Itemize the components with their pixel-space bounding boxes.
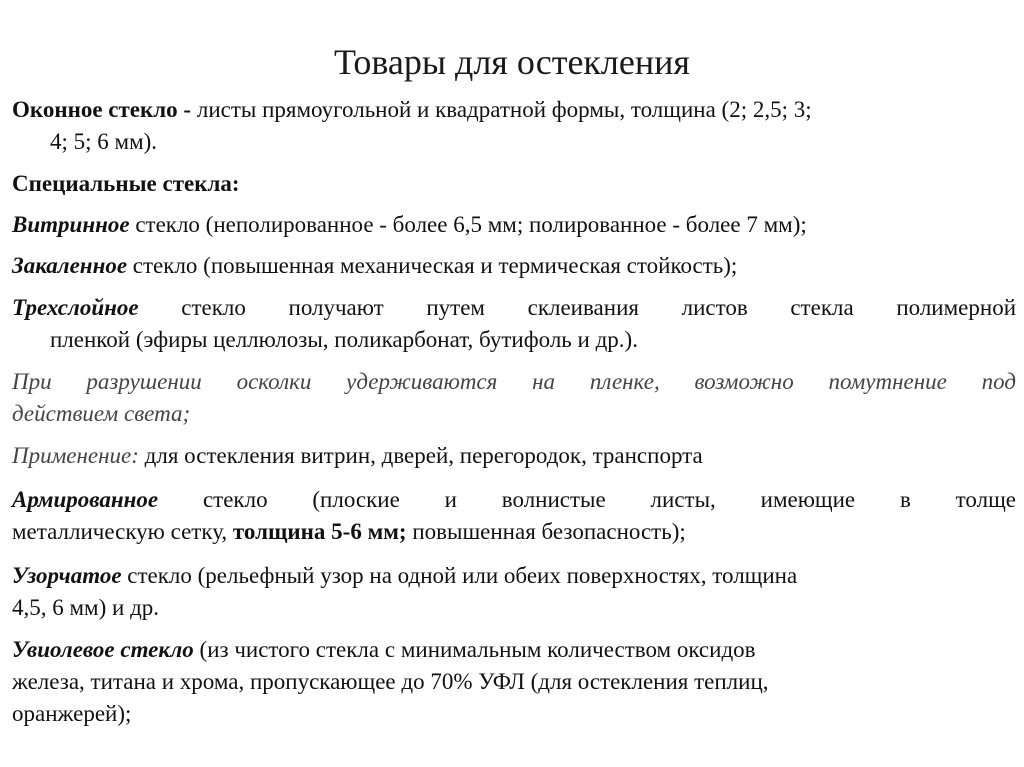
term-showcase-glass: Витринное xyxy=(12,212,130,237)
paragraph-triplex-glass xyxy=(12,292,1016,356)
paragraph-line xyxy=(12,484,1016,516)
paragraph-tempered-glass xyxy=(12,250,1016,282)
paragraph-text: (из чистого стекла с минимальным количеством оксидов xyxy=(193,637,756,662)
paragraph-text: 4; 5; 6 мм). xyxy=(50,129,158,154)
paragraph-line xyxy=(12,634,1016,666)
thickness-highlight: толщина 5-6 мм; xyxy=(232,519,407,544)
paragraph-text: повышенная безопасность); xyxy=(406,519,686,544)
term-patterned-glass: Узорчатое xyxy=(12,563,122,588)
paragraph-window-glass xyxy=(12,94,1016,158)
term-triplex-glass: Трехслойное xyxy=(12,295,139,320)
paragraph-line xyxy=(12,698,1016,730)
paragraph-line xyxy=(12,560,1016,592)
term-reinforced-glass: Армированное xyxy=(12,487,159,512)
paragraph-line xyxy=(12,126,1016,158)
paragraph-text: стекло (плоские и волнистые листы, имеющие в толще xyxy=(158,487,1016,512)
paragraph-line xyxy=(12,292,1016,324)
paragraph-showcase-glass xyxy=(12,209,1016,241)
term-tempered-glass: Закаленное xyxy=(12,253,128,278)
paragraph-text: стекло (неполированное - более 6,5 мм; полированное - более 7 мм); xyxy=(129,212,807,237)
paragraph-line: действием света; xyxy=(12,401,191,426)
application-label: Применение: xyxy=(12,443,139,468)
paragraph-fragments-note xyxy=(12,366,1016,430)
paragraph-line xyxy=(12,516,1016,548)
paragraph-uviol-glass xyxy=(12,634,1016,730)
paragraph-text: пленкой (эфиры целлюлозы, поликарбонат, бутифоль и др.). xyxy=(50,327,638,352)
paragraph-text: 4,5, 6 мм) и др. xyxy=(12,595,160,620)
paragraph-text: оранжерей); xyxy=(12,701,132,726)
paragraph-text: стекло (рельефный узор на одной или обеих поверхностях, толщина xyxy=(121,563,798,588)
paragraph-line xyxy=(12,666,1016,698)
paragraph-text: металлическую сетку, xyxy=(12,519,233,544)
paragraph-patterned-glass xyxy=(12,560,1016,624)
paragraph-text: для остекления витрин, дверей, перегородок, транспорта xyxy=(138,443,703,468)
paragraph-text: листы прямоугольной и квадратной формы, толщина (2; 2,5; 3; xyxy=(191,97,812,122)
paragraph-text: железа, титана и хрома, пропускающее до 70% УФЛ (для остекления теплиц, xyxy=(12,669,769,694)
paragraph-reinforced-glass xyxy=(12,484,1016,548)
paragraph-text: стекло получают путем склеивания листов стекла полимерной xyxy=(138,295,1016,320)
page-title: Товары для остекления xyxy=(334,42,690,82)
paragraph-line xyxy=(12,94,1016,126)
paragraph-line xyxy=(12,592,1016,624)
paragraph-text: стекло (повышенная механическая и термическая стойкость); xyxy=(127,253,738,278)
paragraph-special-glass xyxy=(12,168,1016,200)
paragraph-line: При разрушении осколки удерживаются на пленке, возможно помутнение под xyxy=(12,369,1016,394)
paragraph-line xyxy=(12,324,1016,356)
term-uviol-glass: Увиолевое стекло xyxy=(12,637,194,662)
section-heading: Специальные стекла: xyxy=(12,171,240,196)
term-window-glass: Оконное стекло - xyxy=(12,97,192,122)
paragraph-application xyxy=(12,440,1016,472)
